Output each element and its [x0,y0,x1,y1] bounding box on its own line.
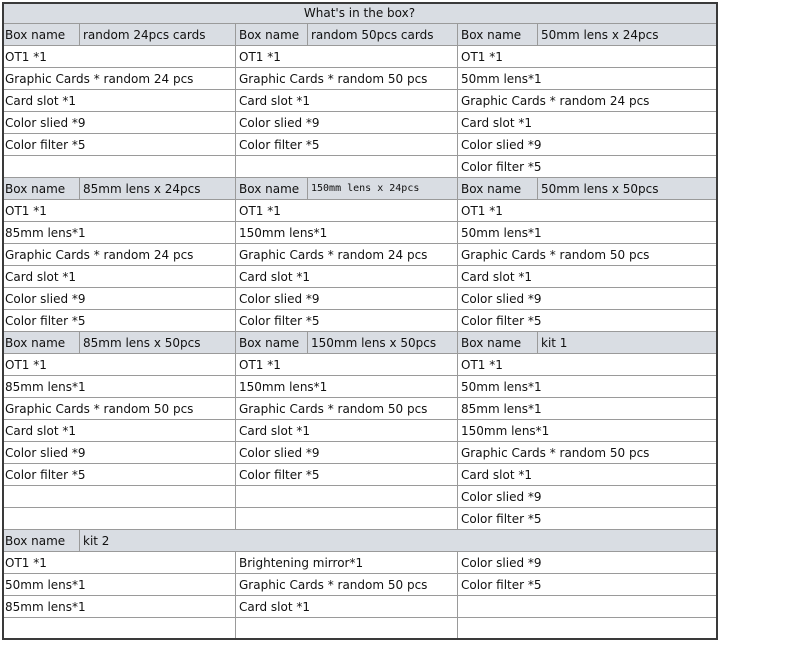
box-name-label: Box name [2,530,80,552]
table-title: What's in the box? [2,2,718,24]
item-cell: Color slied *9 [458,134,718,156]
item-cell: Color filter *5 [458,156,718,178]
item-cell: 85mm lens*1 [2,222,236,244]
box-name-value: 85mm lens x 50pcs [80,332,236,354]
item-cell: Graphic Cards * random 50 pcs [236,68,458,90]
item-cell: Color filter *5 [458,574,718,596]
item-cell: Color slied *9 [2,112,236,134]
item-cell: 85mm lens*1 [2,376,236,398]
item-cell [236,508,458,530]
item-cell: Color slied *9 [236,288,458,310]
box-name-value: 50mm lens x 24pcs [538,24,718,46]
item-cell: 85mm lens*1 [2,596,236,618]
item-cell [2,156,236,178]
item-cell: Card slot *1 [458,464,718,486]
item-cell: Color slied *9 [2,442,236,464]
item-cell: OT1 *1 [2,46,236,68]
contents-table [2,2,718,640]
item-cell: OT1 *1 [236,46,458,68]
item-cell: Color slied *9 [2,288,236,310]
box-name-value: 150mm lens x 24pcs [308,178,458,200]
item-cell: OT1 *1 [2,354,236,376]
item-cell: Graphic Cards * random 24 pcs [458,90,718,112]
item-cell: Color filter *5 [458,310,718,332]
box-name-value: 50mm lens x 50pcs [538,178,718,200]
item-cell: Card slot *1 [2,266,236,288]
item-cell: 85mm lens*1 [458,398,718,420]
item-cell: 150mm lens*1 [236,222,458,244]
box-name-label: Box name [458,332,538,354]
item-cell: OT1 *1 [236,354,458,376]
item-cell: 50mm lens*1 [2,574,236,596]
item-cell: Card slot *1 [236,420,458,442]
box-name-value: kit 1 [538,332,718,354]
item-cell: Graphic Cards * random 50 pcs [458,442,718,464]
item-cell [236,156,458,178]
item-cell: Graphic Cards * random 24 pcs [2,68,236,90]
item-cell: Color filter *5 [2,310,236,332]
box-name-label: Box name [458,24,538,46]
box-name-value: 85mm lens x 24pcs [80,178,236,200]
item-cell: OT1 *1 [458,46,718,68]
item-cell: 50mm lens*1 [458,68,718,90]
item-cell: OT1 *1 [2,200,236,222]
item-cell: Color slied *9 [458,288,718,310]
item-cell: Graphic Cards * random 50 pcs [458,244,718,266]
item-cell [2,618,236,640]
item-cell: Card slot *1 [458,112,718,134]
item-cell: Color slied *9 [458,552,718,574]
box-name-label: Box name [2,178,80,200]
item-cell: Color slied *9 [458,486,718,508]
item-cell: Card slot *1 [458,266,718,288]
box-name-value: 150mm lens x 50pcs [308,332,458,354]
item-cell: 50mm lens*1 [458,376,718,398]
item-cell [236,618,458,640]
item-cell: Card slot *1 [2,420,236,442]
item-cell: OT1 *1 [458,200,718,222]
item-cell: Color filter *5 [236,464,458,486]
box-name-label: Box name [2,24,80,46]
item-cell: 50mm lens*1 [458,222,718,244]
item-cell: Card slot *1 [236,266,458,288]
box-name-value: kit 2 [80,530,718,552]
box-name-label: Box name [458,178,538,200]
item-cell: Card slot *1 [236,596,458,618]
item-cell: Graphic Cards * random 24 pcs [236,244,458,266]
item-cell [2,508,236,530]
item-cell: Color filter *5 [2,134,236,156]
item-cell: Graphic Cards * random 24 pcs [2,244,236,266]
item-cell: 150mm lens*1 [236,376,458,398]
item-cell: Color filter *5 [236,134,458,156]
box-name-value: random 24pcs cards [80,24,236,46]
item-cell: Color slied *9 [236,442,458,464]
item-cell: Color filter *5 [458,508,718,530]
item-cell: Color filter *5 [2,464,236,486]
item-cell: Graphic Cards * random 50 pcs [2,398,236,420]
item-cell: Graphic Cards * random 50 pcs [236,398,458,420]
item-cell [458,596,718,618]
item-cell: 150mm lens*1 [458,420,718,442]
item-cell: Card slot *1 [2,90,236,112]
item-cell: OT1 *1 [2,552,236,574]
item-cell: OT1 *1 [236,200,458,222]
item-cell: OT1 *1 [458,354,718,376]
box-name-value: random 50pcs cards [308,24,458,46]
box-name-label: Box name [236,24,308,46]
item-cell: Graphic Cards * random 50 pcs [236,574,458,596]
item-cell: Card slot *1 [236,90,458,112]
box-name-label: Box name [236,178,308,200]
item-cell [458,618,718,640]
item-cell: Brightening mirror*1 [236,552,458,574]
box-name-label: Box name [2,332,80,354]
item-cell [2,486,236,508]
item-cell: Color filter *5 [236,310,458,332]
item-cell [236,486,458,508]
item-cell: Color slied *9 [236,112,458,134]
box-name-label: Box name [236,332,308,354]
